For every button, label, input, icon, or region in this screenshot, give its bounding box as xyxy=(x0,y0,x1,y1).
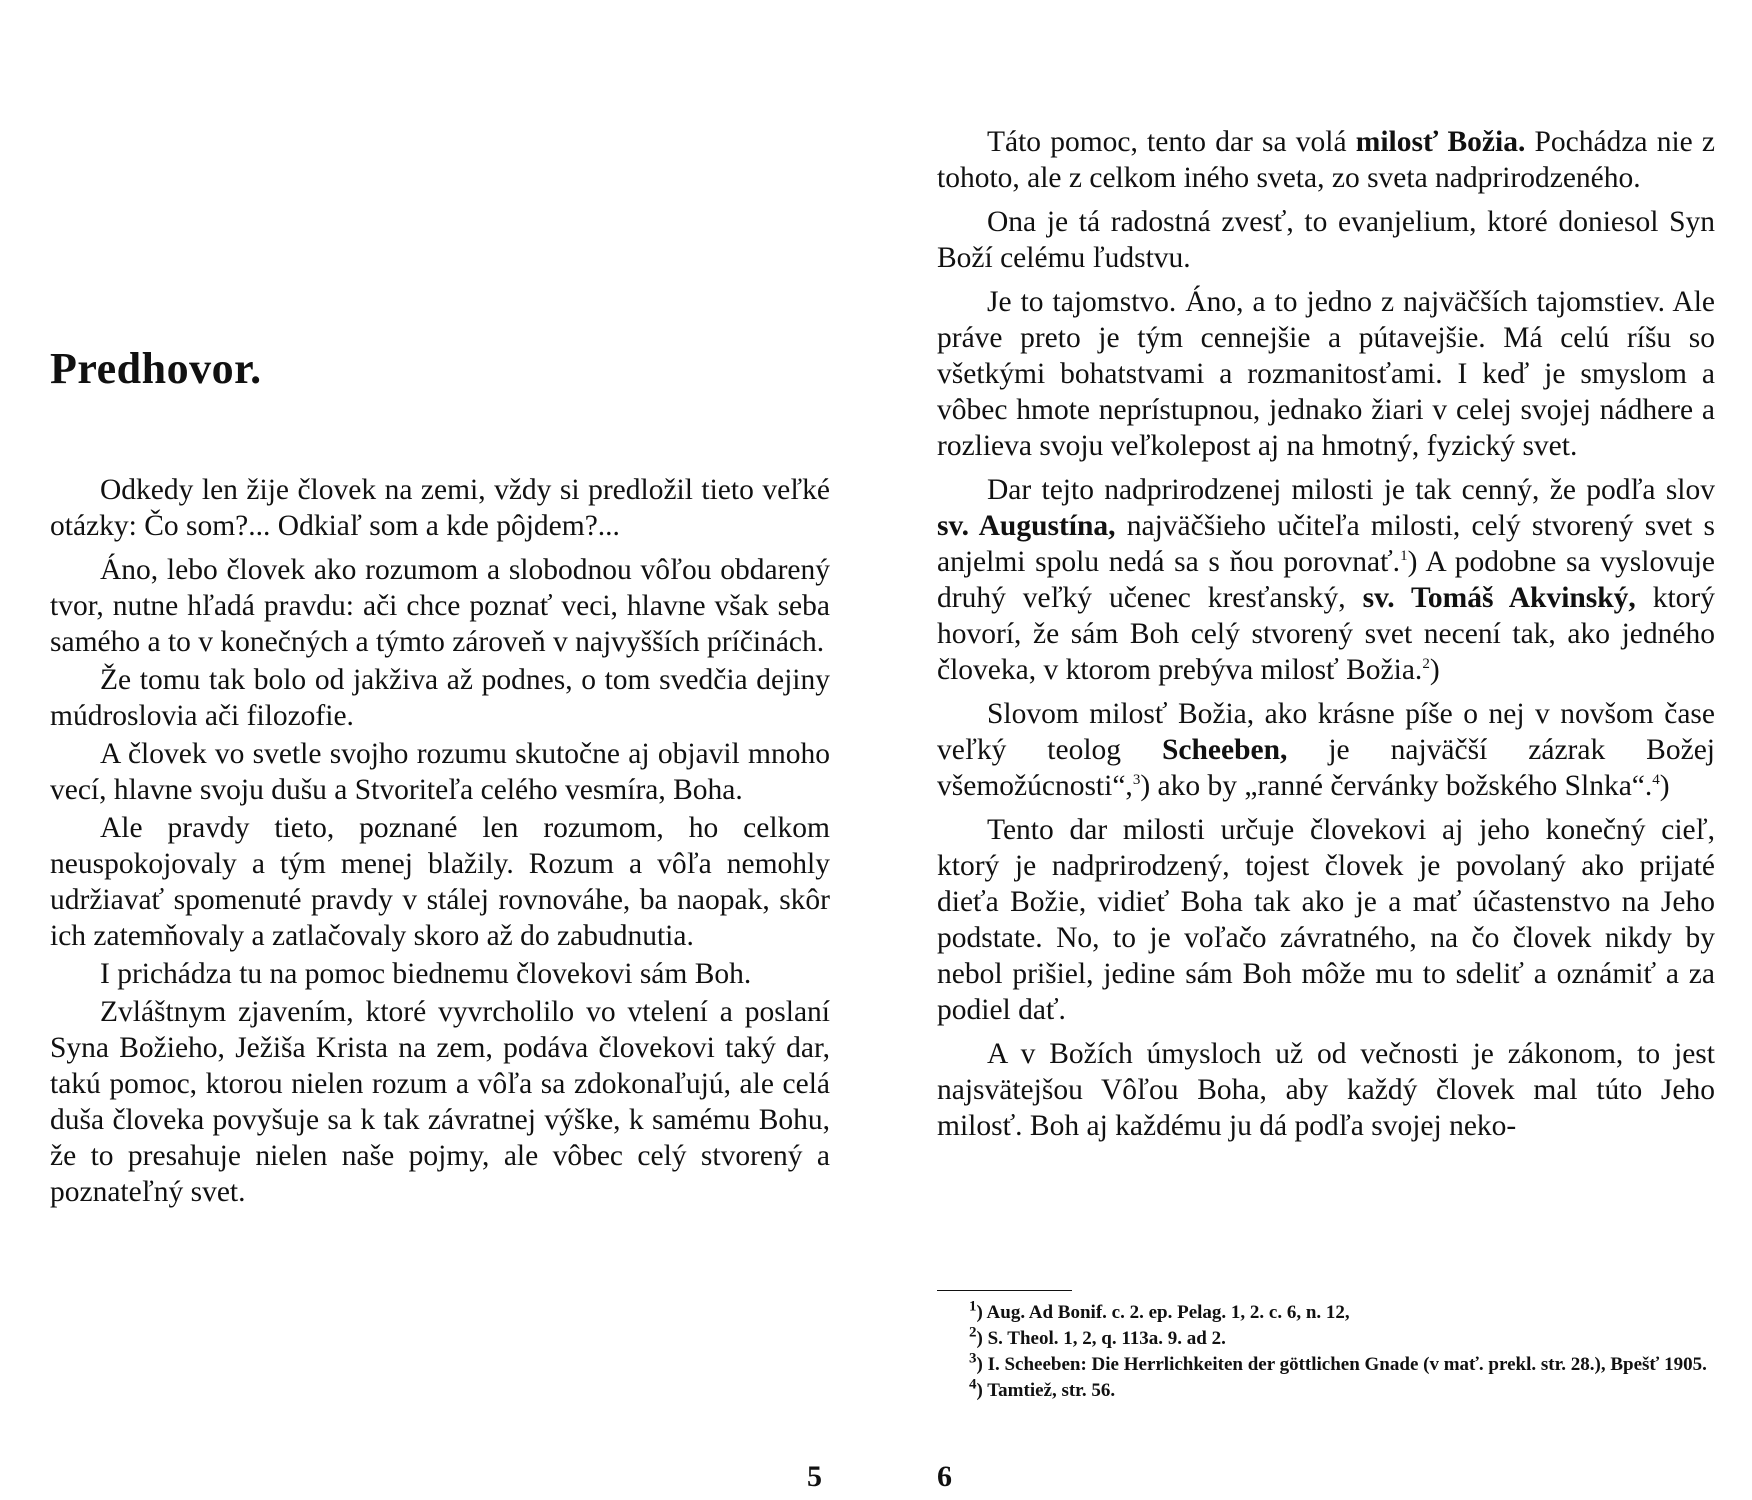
text-run: Pochádza nie z tohoto, ale z celkom iného sveta, zo sveta nadprirodzeného. xyxy=(937,126,1715,194)
paragraph-12 xyxy=(937,696,1715,804)
footnote-ref-1: 1 xyxy=(1400,548,1408,565)
page-number-right: 6 xyxy=(937,1460,952,1493)
page-number-left: 5 xyxy=(807,1460,822,1493)
footnote-mark: 3 xyxy=(969,1350,977,1367)
paragraph-11 xyxy=(937,472,1715,688)
text-run: ) A podobne sa vyslovuje druhý veľký učenec kresťanský, xyxy=(937,546,1715,614)
footnote-text: ) S. Theol. 1, 2, q. 113a. 9. ad 2. xyxy=(976,1328,1226,1349)
text-run: ktorý hovorí, že sám Boh celý stvorený svet necení tak, ako jedného človeka, v ktorom prebýva milosť Božia. xyxy=(937,582,1715,686)
text-run: je najväčší zázrak Božej všemožúcnosti“, xyxy=(937,734,1715,802)
footnote-text: ) Tamtiež, str. 56. xyxy=(976,1380,1116,1401)
right-body-text xyxy=(937,124,1715,1152)
text-run: ) ako by „ranné červánky božského Slnka“. xyxy=(1140,770,1653,802)
chapter-heading: Predhovor. xyxy=(50,344,262,393)
footnote-3 xyxy=(937,1352,1715,1378)
text-run: Slovom milosť Božia, ako krásne píše o nej v novšom čase veľký teolog xyxy=(937,698,1715,766)
paragraph-10: Je to tajomstvo. Áno, a to jedno z najväčších tajomstiev. Ale práve preto je tým cennejšie a pútavejšie. Má celú ríšu so všetkými bohatstvami a rozmanitosťami. I keď je smyslom a vôbec hmote neprístupnou, jednako žiari v celej svojej nádhere a rozlieva svoju veľkolepost aj na hmotný, fyzický svet. xyxy=(937,286,1715,462)
paragraph-8 xyxy=(937,124,1715,196)
text-run: ) xyxy=(1429,654,1440,686)
footnote-divider xyxy=(937,1290,1072,1291)
paragraph-3: Že tomu tak bolo od jakživa až podnes, o tom svedčia dejiny múdroslovia ači filozofie. xyxy=(50,664,830,732)
bold-name-augustin: sv. Augustína, xyxy=(937,510,1116,542)
text-run: Dar tejto nadprirodzenej milosti je tak cenný, že podľa slov xyxy=(987,474,1715,506)
footnote-ref-2: 2 xyxy=(1422,656,1430,673)
footnote-mark: 1 xyxy=(969,1298,977,1315)
paragraph-6: I prichádza tu na pomoc biednemu človekovi sám Boh. xyxy=(100,958,752,990)
left-body-text xyxy=(50,472,830,1212)
footnote-ref-3: 3 xyxy=(1132,772,1141,789)
footnotes xyxy=(937,1300,1715,1404)
footnote-mark: 2 xyxy=(969,1324,977,1341)
text-run: najväčšieho učiteľa milosti, celý stvorený svet s anjelmi spolu nedá sa s ňou porovnať. xyxy=(937,510,1716,578)
paragraph-2: Áno, lebo človek ako rozumom a slobodnou vôľou obdarený tvor, nutne hľadá pravdu: ači chce poznať veci, hlavne však seba samého a to v konečných a týmto zároveň v najvyšších príčinách. xyxy=(50,554,830,658)
text-run: ) xyxy=(1659,770,1670,802)
paragraph-1: Odkedy len žije človek na zemi, vždy si predložil tieto veľké otázky: Čo som?... Odkiaľ som a kde pôjdem?... xyxy=(50,474,830,542)
paragraph-5: Ale pravdy tieto, poznané len rozumom, ho celkom neuspokojovaly a tým menej blažily. Rozum a vôľa nemohly udržiavať spomenuté pravdy v stálej rovnováhe, ba naopak, skôr ich zatemňovaly a zatlačovaly skoro až do zabudnutia. xyxy=(50,812,830,952)
paragraph-9: Ona je tá radostná zvesť, to evanjelium, ktoré doniesol Syn Boží celému ľudstvu. xyxy=(937,206,1715,274)
footnote-mark: 4 xyxy=(969,1376,977,1393)
footnote-1 xyxy=(937,1300,1715,1326)
footnote-2 xyxy=(937,1326,1715,1352)
paragraph-14: A v Božích úmysloch už od večnosti je zákonom, to jest najsvätejšou Vôľou Boha, aby každý človek mal túto Jeho milosť. Boh aj každému ju dá podľa svojej neko- xyxy=(937,1038,1715,1142)
footnote-ref-4: 4 xyxy=(1652,772,1660,789)
footnote-text: ) Aug. Ad Bonif. c. 2. ep. Pelag. 1, 2. c. 6, n. 12, xyxy=(976,1302,1350,1323)
paragraph-13: Tento dar milosti určuje človekovi aj jeho konečný cieľ, ktorý je nadprirodzený, tojest človek je povolaný ako prijaté dieťa Božie, vidieť Boha tak ako je a mať účastenstvo na Jeho podstate. No, to je voľačo závratného, na čo človek nikdy by nebol prišiel, jedine sám Boh môže mu to sdeliť a oznámiť a za podiel dať. xyxy=(937,814,1715,1026)
footnote-4 xyxy=(937,1378,1715,1404)
paragraph-7: Zvláštnym zjavením, ktoré vyvrcholilo vo vtelení a poslaní Syna Božieho, Ježiša Krista na zem, podáva človekovi taký dar, takú pomoc, ktorou nielen rozum a vôľa sa zdokonaľujú, ale celá duša človeka povyšuje sa k tak závratnej výške, k samému Bohu, že to presahuje nielen naše pojmy, ale vôbec celý stvorený a poznateľný svet. xyxy=(50,996,830,1208)
paragraph-4: A človek vo svetle svojho rozumu skutočne aj objavil mnoho vecí, hlavne svoju dušu a Stvoriteľa celého vesmíra, Boha. xyxy=(50,738,830,806)
text-run: Táto pomoc, tento dar sa volá xyxy=(987,126,1356,158)
bold-term-milost: milosť Božia. xyxy=(1355,126,1526,158)
bold-name-scheeben: Scheeben, xyxy=(1162,734,1288,766)
footnote-text: ) I. Scheeben: Die Herrlichkeiten der göttlichen Gnade (v mať. prekl. str. 28.), Bpešť 1905. xyxy=(976,1354,1707,1375)
bold-name-tomas: sv. Tomáš Akvinský, xyxy=(1362,582,1636,614)
